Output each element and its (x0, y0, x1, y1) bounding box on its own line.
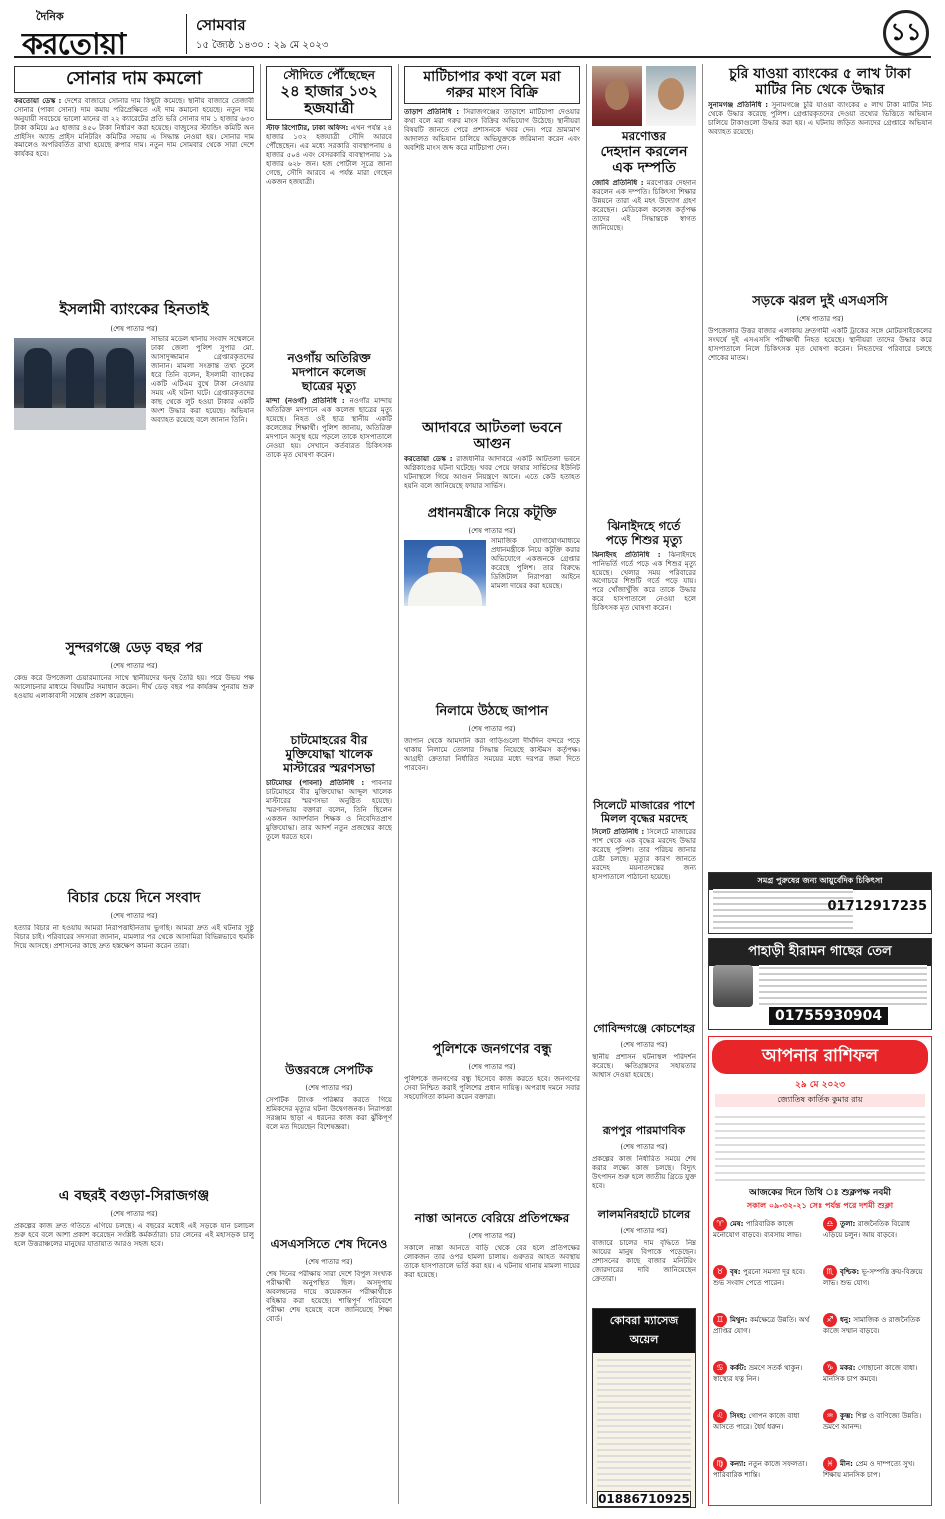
title-line: মরণোত্তর (621, 129, 666, 143)
title-line: মাটিচাপার কথা বলে মরা (423, 69, 561, 85)
article-continued: (শেষ পাতার পর) (468, 527, 516, 535)
article-text: সেপটিক ট্যাংক পরিষ্কার করতে গিয়ে শ্রমিকদের মৃত্যুর ঘটনা উদ্বেগজনক। নিরাপত্তা সরঞ্জাম ছাড়া এ ধরনের কাজ করা ঝুঁকিপূর্ণ বলে মত দিয়েছেন বিশেষজ্ঞরা। (266, 1096, 392, 1131)
article-road-accident (708, 288, 932, 875)
sign-text: সামাজিক ও রাজনৈতিক কাজে সম্মান বাড়বে। (823, 1316, 921, 1335)
article-text: প্রকল্পের কাজ নির্ধারিত সময়ে শেষ করার লক্ষ্যে কাজ চলছে। বিদ্যুৎ উৎপাদন শুরু হলে জাতীয় গ্রিডে যুক্ত হবে। (592, 1155, 696, 1190)
article-dateline: জোবি প্রতিনিধি : (592, 178, 644, 187)
article-body (708, 101, 932, 271)
article-jhenaidah (592, 520, 696, 791)
ad-portrait (713, 965, 753, 1007)
horoscope-sign (713, 1457, 817, 1480)
article-continued: (শেষ পাতার পর) (468, 725, 516, 733)
article-body (592, 828, 696, 1014)
article-text: পাবনার চাটমোহরে বীর মুক্তিযোদ্ধা আব্দুল খালেক মাস্টারের স্মরণসভা অনুষ্ঠিত হয়েছে। স্মরণসভায় বক্তারা বলেন, তিনি ছিলেন একজন আদর্শবান শিক্ষক ও নিবেদিতপ্রাণ মুক্তিযোদ্ধা। তার আদর্শ নতুন প্রজন্মের কাছে তুলে ধরতে হবে। (266, 779, 392, 842)
sign-text: কর্মক্ষেত্রে উন্নতি। অর্থ প্রাপ্তির যোগ। (713, 1316, 810, 1335)
article-dateline: চাটমোহর (পাবনা) প্রতিনিধি : (266, 779, 365, 788)
ad-text-block (597, 1357, 691, 1487)
ad-phone[interactable]: 01886710925 (598, 1492, 690, 1506)
ad-title: পাহাড়ী হীরামন গাছের তেল (709, 939, 931, 966)
article-title: লালমনিরহাটে চালের (597, 1208, 691, 1221)
horoscope-box (708, 1036, 932, 1506)
article-title (266, 352, 392, 393)
article-uttarbonge (266, 1058, 392, 1234)
horoscope-sign (823, 1457, 927, 1480)
sign-name: তুলা: (840, 1220, 858, 1228)
article-dateline: সিলেট প্রতিনিধি : (592, 828, 645, 837)
horoscope-sign (713, 1409, 817, 1432)
article-body (404, 108, 580, 410)
title-line: চুরি যাওয়া ব্যাংকের ৫ লাখ টাকা (729, 66, 911, 82)
article-body (14, 97, 254, 295)
article-text: শেষ দিনের পরীক্ষায় সারা দেশে বিপুল সংখ্যক পরীক্ষার্থী অনুপস্থিত ছিল। অসদুপায় অবলম্বনের দায়ে কয়েকজন পরীক্ষার্থীকে বহিষ্কার করা হয়েছে। শান্তিপূর্ণ পরিবেশে পরীক্ষা শেষ হয়েছে বলে জানিয়েছে শিক্ষা বোর্ড। (266, 1270, 392, 1323)
horoscope-sign (713, 1313, 817, 1336)
article-sundarganj (14, 632, 254, 886)
woman-photo (592, 66, 642, 126)
sign-text: পারিবারিক কাজে মনোযোগ বাড়বে। ব্যবসায় লাভ। (713, 1220, 802, 1239)
zodiac-icon: ♑ (823, 1361, 837, 1375)
article-title: সোনার দাম কমলো (14, 66, 254, 93)
horoscope-sign (713, 1265, 817, 1288)
ad-clinic[interactable] (708, 872, 932, 934)
article-title (592, 520, 696, 548)
logo-small-text: দৈনিক (36, 10, 64, 23)
article-text: সিলেটে মাজারের পাশ থেকে এক বৃদ্ধের মরদেহ উদ্ধার করেছে পুলিশ। তার পরিচয় জানার চেষ্টা চলছে। মৃত্যুর কারণ জানতে মরদেহ ময়নাতদন্তের জন্য হাসপাতালে পাঠানো হয়েছে। (592, 828, 696, 882)
ad-herbal-oil[interactable] (708, 938, 932, 1030)
article-dateline: মান্দা (নওগাঁ) প্রতিনিধি : (266, 397, 345, 406)
article-title (592, 130, 696, 176)
article-continued: (শেষ পাতার পর) (305, 1258, 353, 1266)
article-text: ঝিনাইদহে পানিভর্তি গর্তে পড়ে এক শিশুর মৃত্যু হয়েছে। খেলার সময় পরিবারের অগোচরে শিশুটি গর্তে পড়ে যায়। পরে খোঁজাখুঁজি করে তাকে উদ্ধার করে হাসপাতালে নেওয়া হলে চিকিৎসক মৃত ঘোষণা করেন। (592, 550, 696, 613)
article-continued: (শেষ পাতার পর) (110, 325, 158, 333)
article-body (266, 779, 392, 1049)
sign-name: মকর: (840, 1364, 858, 1372)
couple-photos (592, 66, 696, 128)
column-rule (260, 64, 261, 1504)
article-title: গোবিন্দগঞ্জে কোচশেহর (593, 1022, 695, 1035)
article-police (404, 1036, 580, 1207)
article-continued: (শেষ পাতার পর) (620, 1041, 668, 1049)
horoscope-title: আপনার রাশিফল (712, 1040, 928, 1074)
title-line: হজযাত্রী (304, 99, 354, 118)
sign-text: শিল্প ও বাণিজ্যে উন্নতি। ভ্রমণে আনন্দ। (823, 1412, 922, 1431)
article-continued: (শেষ পাতার পর) (110, 1210, 158, 1218)
title-line: মদপানে কলেজ (292, 364, 366, 379)
title-line: ছাত্রের মৃত্যু (301, 378, 357, 393)
article-bank-robbery (708, 66, 932, 271)
zodiac-icon: ♒ (823, 1409, 837, 1423)
sign-text: গোপন কাজে বাধা আসতে পারে। ধৈর্য ধরুন। (713, 1412, 800, 1431)
sign-name: মীন: (840, 1460, 856, 1468)
article-matichapa (404, 66, 580, 410)
ad-title: কোবরা ম্যাসেজ অয়েল (593, 1309, 695, 1353)
article-body (266, 397, 392, 737)
accused-man-photo (404, 540, 486, 606)
horoscope-sign (823, 1361, 927, 1384)
sign-name: সিংহ: (730, 1412, 749, 1420)
article-body (592, 551, 696, 791)
article-hajj (266, 66, 392, 324)
horoscope-date: ২৯ মে ২০২৩ (794, 1080, 845, 1090)
article-title: নাস্তা আনতে বেরিয়ে প্রতিপক্ষের (414, 1211, 570, 1225)
article-text: সুনামগঞ্জে চুরি যাওয়া ব্যাংকের ৫ লাখ টাকা মাটির নিচ থেকে উদ্ধার করেছে পুলিশ। গ্রেপ্তারকৃতদের দেওয়া তথ্যের ভিত্তিতে অভিযান চালিয়ে টাকাগুলো উদ্ধার করা হয়। এ ঘটনায় জড়িত অন্যদের গ্রেপ্তারে অভিযান অব্যাহত রয়েছে। (708, 101, 932, 137)
article-continued: (শেষ পাতার পর) (110, 912, 158, 920)
sign-text: ভূ-সম্পত্তি ক্রয়-বিক্রয়ে লাভ। শুভ যোগ। (823, 1268, 923, 1287)
article-text: দেশের বাজারে সোনার দাম কিছুটা কমেছে। স্থানীয় বাজারে তেজাবী সোনার (পাকা সোনা) দাম কমায় পরিপ্রেক্ষিতে এই দাম কমানো হয়েছে। নতুন দাম অনুযায়ী সবচেয়ে ভালো মানের বা ২২ ক্যারেটের প্রতি ভরি সোনার দাম ১ হাজার ৬৩৩ টাকা কমিয়ে ৯৫ হাজার ৪৫০ টাকা নির্ধারণ করা হয়েছে। বাজুসের স্ট্যান্ডিং কমিটি অন প্রাইসিং অ্যান্ড প্রাইস মনিটরিং কমিটির সভায় এ সিদ্ধান্ত নেওয়া হয়। সোনার দাম কমালেও অপরিবর্তিত রাখা হয়েছে রুপার দাম। নতুন দাম সোমবার থেকে সারা দেশে কার্যকর হবে। (14, 96, 254, 159)
article-continued: (শেষ পাতার পর) (468, 1232, 516, 1240)
article-title (708, 66, 932, 98)
article-title: সড়কে ঝরল দুই এসএসসি (752, 294, 888, 309)
article-title (592, 800, 696, 825)
article-title (266, 66, 392, 120)
ad-phone[interactable]: 01755930904 (769, 1007, 888, 1025)
sign-name: বৃষ: (730, 1268, 743, 1276)
column-rule (586, 64, 587, 1504)
article-body (592, 179, 696, 479)
article-title: প্রধানমন্ত্রীকে নিয়ে কটূক্তি (427, 506, 557, 521)
sign-name: মেষ: (730, 1220, 746, 1228)
article-title: পুলিশকে জনগণের বন্ধু (432, 1042, 552, 1057)
horoscope-intro (715, 1111, 925, 1181)
horoscope-sign (713, 1361, 817, 1384)
article-couple (592, 66, 696, 479)
article-continued: (শেষ পাতার পর) (620, 1227, 668, 1235)
sign-name: কুম্ভ: (840, 1412, 856, 1420)
zodiac-icon: ♍ (713, 1457, 727, 1471)
article-title: রূপপুর পারমাণবিক (602, 1124, 686, 1137)
article-title: সুন্দরগঞ্জে ডেড় বছর পর (65, 640, 203, 656)
article-naogaon (266, 352, 392, 737)
horoscope-tithi: আজকের দিনে তিথি ঃ শুক্লপক্ষ নবমী (749, 1188, 891, 1198)
article-text: প্রকল্পের কাজ দ্রুত গতিতে এগিয়ে চলছে। এ বছরের মধ্যেই এই সড়কে যান চলাচল শুরু হবে বলে আশা প্রকাশ করেছেন সংশ্লিষ্ট কর্মকর্তারা। চার লেনের এই মহাসড়ক চালু হলে উত্তরাঞ্চলের মানুষের যাতায়াত আরও সহজ হবে। (14, 1222, 254, 1248)
sign-text: পুরনো সমস্যা দূর হবে। শুভ সংবাদ পেতে পারেন। (713, 1268, 805, 1287)
title-line: ঝিনাইদহে গর্তে (607, 519, 681, 533)
zodiac-icon: ♏ (823, 1265, 837, 1279)
article-text: সামাজিক যোগাযোগমাধ্যমে প্রধানমন্ত্রীকে নিয়ে কটূক্তি করার অভিযোগে একজনকে গ্রেপ্তার করেছে পুলিশ। তার বিরুদ্ধে ডিজিটাল নিরাপত্তা আইনে মামলা দায়ের করা হয়েছে। (491, 537, 580, 590)
ad-phone[interactable]: 01712917235 (827, 899, 927, 914)
police-press-photo (14, 338, 146, 430)
old-man-photo (646, 66, 696, 126)
column-rule (398, 64, 399, 1504)
ad-title: সমগ্র পুরুষের জন্য আয়ুর্বেদিক চিকিৎসা (709, 873, 931, 890)
article-dateline: ঝিনাইদহ প্রতিনিধি : (592, 550, 661, 559)
zodiac-icon: ♉ (713, 1265, 727, 1279)
article-dateline: স্টাফ রিপোর্টার, ঢাকা অফিস: (266, 124, 349, 133)
article-title: ইসলামী ব্যাংকের হিনতাই (59, 300, 209, 318)
zodiac-icon: ♈ (713, 1217, 727, 1231)
article-text: সিরাজগঞ্জের তাড়াশে মাটিচাপা দেওয়ার কথা বলে মরা গরুর মাংস বিক্রির অভিযোগ উঠেছে। স্থানীয়রা বিষয়টি জানতে পেরে প্রশাসনকে খবর দেন। পরে ভ্রাম্যমাণ আদালত অভিযান চালিয়ে অভিযুক্তকে জরিমানা করেন এবং অবশিষ্ট মাংস জব্দ করে মাটিচাপা দেন। (404, 108, 580, 152)
title-line: চাটমোহরের বীর (290, 733, 368, 747)
article-gold-price (14, 66, 254, 295)
article-text: রাজধানীর আদাবরে একটি আটতলা ভবনে অগ্নিকাণ্ডের ঘটনা ঘটেছে। খবর পেয়ে ফায়ার সার্ভিসের ইউনিট ঘটনাস্থলে গিয়ে আগুন নিয়ন্ত্রণে আনে। এতে কেউ হতাহত হয়নি বলে জানিয়েছে ফায়ার সার্ভিস। (404, 455, 580, 491)
article-title: আদাবরে আটতলা ভবনে আগুন (422, 420, 562, 453)
article-continued: (শেষ পাতার পর) (796, 315, 844, 323)
article-ssc (266, 1232, 392, 1518)
article-text: স্থানীয় প্রশাসন ঘটনাস্থল পরিদর্শন করেছে। ক্ষতিগ্রস্তদের সহায়তার আশ্বাস দেওয়া হয়েছে। (592, 1053, 696, 1079)
title-line: সিলেটে মাজারের পাশে (593, 799, 695, 812)
title-line: গরুর মাংস বিক্রি (446, 85, 538, 102)
sign-name: কন্যা: (730, 1460, 749, 1468)
article-gobindaganj (592, 1016, 696, 1123)
title-line: মিলল বৃদ্ধের মরদেহ (600, 811, 688, 825)
zodiac-icon: ♓ (823, 1457, 837, 1471)
article-sylhet (592, 800, 696, 1014)
article-text: সকালে নাস্তা আনতে বাড়ি থেকে বের হলে প্রতিপক্ষের লোকজন তার ওপর হামলা চালায়। গুরুতর আহত অবস্থায় তাকে হাসপাতালে ভর্তি করা হয়। এ ঘটনায় থানায় মামলা দায়ের করা হয়েছে। (404, 1244, 580, 1279)
sign-text: নতুন কাজে সফলতা। পারিবারিক শান্তি। (713, 1460, 808, 1479)
zodiac-icon: ♐ (823, 1313, 837, 1327)
horoscope-astrologer: জ্যোতিষ কার্তিক কুমার রায় (715, 1094, 925, 1107)
article-japan (404, 698, 580, 1029)
article-text: হত্যার বিচার না হওয়ায় আমরা নিরাপত্তাহীনতায় ভুগছি। আমরা দ্রুত এই ঘটনার সুষ্ঠু বিচার চাই। পরিবারের সদস্যরা জানান, মামলার পর থেকে আসামিরা বিভিন্নভাবে হুমকি দিয়ে আসছে। প্রশাসনের কাছে দ্রুত হস্তক্ষেপ কামনা করেন তারা। (14, 924, 254, 950)
article-dateline: সুনামগঞ্জ প্রতিনিধি : (708, 101, 769, 110)
article-text: জাপান থেকে আমদানি করা গাড়িগুলো দীর্ঘদিন বন্দরে পড়ে থাকায় নিলামে তোলার সিদ্ধান্ত নিয়েছে কাস্টমস কর্তৃপক্ষ। আগ্রহী ক্রেতারা নির্ধারিত সময়ের মধ্যে দরপত্র জমা দিতে পারবেন। (404, 737, 580, 772)
title-line: মাস্টারের স্মরণসভা (283, 760, 375, 775)
article-rupnagar (592, 1118, 696, 1207)
article-title: এ বছরই বগুড়া-সিরাজগঞ্জ (58, 1188, 210, 1204)
masthead-divider (186, 14, 187, 54)
article-bichar (14, 882, 254, 1186)
article-dateline: তাড়াশ প্রতিনিধি : (404, 108, 460, 117)
zodiac-icon: ♋ (713, 1361, 727, 1375)
zodiac-icon: ♌ (713, 1409, 727, 1423)
horoscope-sign (713, 1217, 817, 1240)
horoscope-sign (823, 1313, 927, 1336)
title-line: পড়ে শিশুর মৃত্যু (605, 532, 683, 547)
article-title (404, 66, 580, 104)
masthead-date: ১৫ জ্যৈষ্ঠ ১৪৩০ : ২৯ মে ২০২৩ (196, 40, 329, 51)
article-continued: (শেষ পাতার পর) (620, 1143, 668, 1151)
article-chatmohor (266, 734, 392, 1049)
sign-text: প্রেম ও দাম্পত্যে সুখ। শিক্ষায় মানসিক চাপ। (823, 1460, 915, 1479)
article-text: কেন্দ্র করে উপজেলা চেয়ারম্যানের সাথে স্থানীয়দের দ্বন্দ্ব তৈরি হয়। পরে উভয় পক্ষ আলোচনার মাধ্যমে বিষয়টির সমাধান করেন। দীর্ঘ ডেড় বছর পর কার্যক্রম পুনরায় শুরু হওয়ায় এলাকাবাসী সন্তোষ প্রকাশ করেছেন। (14, 674, 254, 700)
article-bogura (14, 1180, 254, 1519)
sign-text: রাজনৈতিক বিরোধ এড়িয়ে চলুন। আয় বাড়বে। (823, 1220, 910, 1239)
article-text: উপজেলার উত্তর বাজার এলাকায় দ্রুতগামী একটি ট্রাকের সঙ্গে মোটরসাইকেলের সংঘর্ষে দুই এসএসসি পরীক্ষার্থী নিহত হয়েছে। স্থানীয়রা তাদের উদ্ধার করে হাসপাতালে নিলে চিকিৎসক মৃত ঘোষণা করেন। নিহতদের পরিবারে চলছে শোকের মাতম। (708, 327, 932, 362)
article-title: উত্তরবঙ্গে সেপটিক (285, 1063, 373, 1077)
sign-name: ধনু: (840, 1316, 854, 1324)
article-continued: (শেষ পাতার পর) (110, 662, 158, 670)
title-line: মাটির নিচ থেকে উদ্ধার (755, 82, 885, 99)
title-line: ২৪ হাজার ১৩২ (280, 81, 378, 100)
article-title: নিলামে উঠছে জাপান (435, 704, 549, 719)
article-text: এখন পর্যন্ত ২৪ হাজার ১৩২ হজযাত্রী সৌদি আরবে পৌঁছেছেন। এর মধ্যে সরকারি ব্যবস্থাপনায় ৪ হাজার ৫০৪ এবং বেসরকারি ব্যবস্থাপনায় ১৯ হাজার ৬২৮ জন। হজ পোর্টাল সূত্রে জানা গেছে, সৌদি আরবে এ পর্যন্ত মারা গেছেন একজন হজযাত্রী। (266, 124, 392, 187)
newspaper-logo: করতোয়া (22, 27, 126, 62)
masthead (14, 8, 931, 62)
article-title: বিচার চেয়ে দিনে সংবাদ (67, 890, 201, 906)
column-rule (702, 64, 703, 1504)
sign-name: কর্কট: (730, 1364, 749, 1372)
article-body (266, 124, 392, 324)
horoscope-grid (709, 1217, 931, 1517)
article-continued: (শেষ পাতার পর) (468, 1063, 516, 1071)
zodiac-icon: ♎ (823, 1217, 837, 1231)
page-number: ১১ (883, 10, 929, 56)
article-pm-remark (404, 500, 580, 719)
article-islami-bank (14, 294, 254, 625)
article-text: নওগাঁর মান্দায় অতিরিক্ত মদপানে এক কলেজ ছাত্রের মৃত্যু হয়েছে। নিহত ওই ছাত্র স্থানীয় একটি কলেজের শিক্ষার্থী। পুলিশ জানায়, অতিরিক্ত মদপানে অসুস্থ হয়ে পড়লে তাকে হাসপাতালে নেওয়া হয়। সেখানে কর্তব্যরত চিকিৎসক তাকে মৃত ঘোষণা করেন। (266, 397, 392, 460)
title-line: দেহদান করলেন (600, 143, 688, 160)
horoscope-sign (823, 1409, 927, 1432)
article-dateline: করতোয়া ডেস্ক : (14, 96, 62, 105)
article-text: পুলিশকে জনগণের বন্ধু হিসেবে কাজ করতে হবে। জনগণের সেবা নিশ্চিত করাই পুলিশের প্রধান দায়িত্ব। অপরাধ দমনে সবার সহযোগিতা কামনা করেন বক্তারা। (404, 1075, 580, 1101)
article-nasta (404, 1206, 580, 1514)
title-line: মুক্তিযোদ্ধা খালেক (285, 746, 373, 761)
article-text: বাজারে চালের দাম বৃদ্ধিতে নিম্ন আয়ের মানুষ বিপাকে পড়েছেন। প্রশাসনের কাছে বাজার মনিটরিং জোরদারের দাবি জানিয়েছেন ক্রেতারা। (592, 1239, 696, 1283)
article-lalmonirhat (592, 1202, 696, 1311)
sign-text: গোছানো কাজে বাধা। মানসিক চাপ কমবে। (823, 1364, 918, 1383)
ad-massage-oil[interactable] (592, 1308, 696, 1508)
article-title: এসএসসিতে শেষ দিনেও (270, 1237, 388, 1251)
sign-name: মিথুন: (730, 1316, 750, 1324)
sign-name: বৃশ্চিক: (840, 1268, 862, 1276)
title-line: নওগাঁয় অতিরিক্ত (287, 351, 371, 365)
horoscope-sign (823, 1265, 927, 1288)
title-line: সৌদিতে পৌঁছেছেন (283, 68, 375, 82)
horoscope-time: সকাল ০৯-৩২-২১ সেঃ পর্যন্ত পরে দশমী শুক্লা (746, 1201, 894, 1210)
horoscope-sign (823, 1217, 927, 1240)
article-dateline: করতোয়া ডেস্ক : (404, 455, 453, 464)
article-text: সাভার মডেল থানায় সংবাদ সম্মেলনে ঢাকা জেলা পুলিশ সুপার মো. আসাদুজ্জামান গ্রেপ্তারকৃতদের জানান। মামলা সংক্রান্ত তথ্য তুলে ধরে তিনি বলেন, ইসলামী ব্যাংকের একটি এটিএম বুথে টাকা নেওয়ার সময় এই ঘটনা ঘটে। গ্রেপ্তারকৃতদের কাছ থেকে লুট হওয়া টাকার একটি অংশ উদ্ধার করা হয়েছে। অভিযান অব্যাহত রয়েছে বলে জানান তিনি। (151, 335, 254, 424)
article-continued: (শেষ পাতার পর) (305, 1084, 353, 1092)
zodiac-icon: ♊ (713, 1313, 727, 1327)
masthead-day: সোমবার (196, 16, 246, 34)
ad-text-block (759, 965, 927, 1005)
article-title (266, 734, 392, 775)
sign-text: ভ্রমণে সতর্ক থাকুন। স্বাস্থ্যের যত্ন নিন। (713, 1364, 803, 1383)
article-text: মরণোত্তর দেহদান করলেন এক দম্পতি। চিকিৎসা শিক্ষার উন্নয়নে তারা এই মহৎ উদ্যোগ গ্রহণ করেছেন। মেডিকেল কলেজ কর্তৃপক্ষ তাদের এই সিদ্ধান্তকে স্বাগত জানিয়েছে। (592, 178, 696, 232)
title-line: এক দম্পতি (612, 159, 676, 176)
